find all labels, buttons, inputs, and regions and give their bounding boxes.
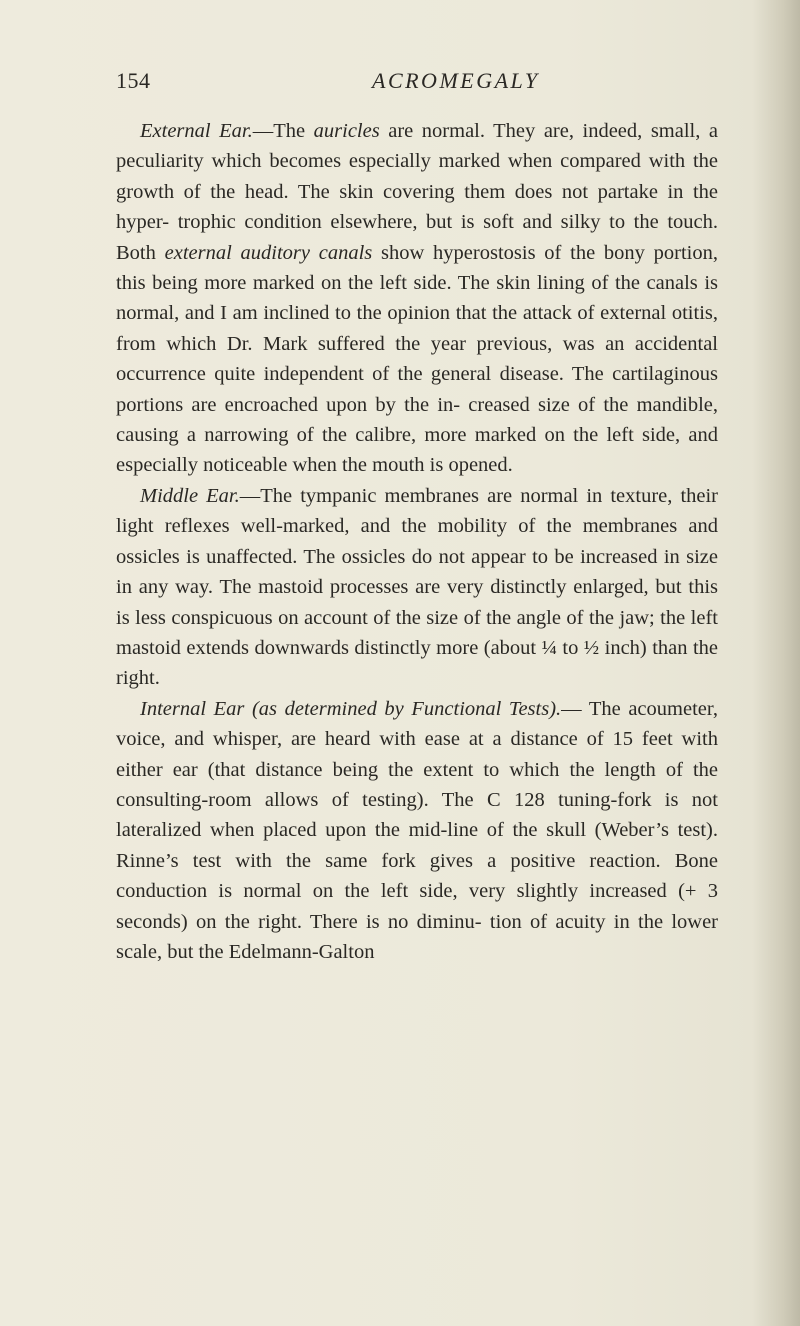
section-heading-middle-ear: Middle Ear. [140, 484, 240, 507]
text-span: —The [252, 120, 314, 142]
text-span: — The acoumeter, voice, and whisper, are heard with ease at a distance of 15 feet with either ear (that distance being the extent to which the length of the consulting-room allows of testing). The C 128 tuning-fork is not lateralized when placed upon the mid-line of the skull (Weber’s test). Rinne’s test with the same fork gives a positive reaction. Bone conduction is normal on the left side, very slightly increased (+ 3 seconds) on the right. There is no diminu- tion of acuity in the lower scale, but the Edelmann-Galton [116, 697, 719, 963]
paragraph-middle-ear [116, 481, 718, 694]
page-number: 154 [116, 68, 151, 93]
text-span: —The tympanic membranes are normal in texture, their light reflexes well-marked, and the mobility of the membranes and ossicles is unaffected. The ossicles do not appear to be increased in size in any way. The mastoid processes are very distinctly enlarged, but this is less conspicuous on account of the size of the angle of the jaw; the left mastoid extends downwards distinctly more (about ¼ to ½ inch) than the right. [116, 484, 719, 690]
paragraph-external-ear [116, 116, 718, 481]
text-span: are normal. They are, indeed, small, a peculiarity which becomes especially marked when compared with the growth of the head. The skin covering them does not partake in the hyper- trophic condition elsewhere, but is soft and silky to the touch. Both [116, 120, 718, 264]
section-heading-external-ear: External Ear. [140, 120, 253, 142]
section-heading-internal-ear: Internal Ear [140, 697, 245, 720]
body-text [116, 116, 718, 967]
paragraph-internal-ear [116, 694, 718, 968]
term-external-auditory-canals: external auditory canals [164, 241, 373, 264]
term-auricles: auricles [313, 120, 380, 142]
page-header [116, 68, 696, 98]
text-span: show hyperostosis of the bony portion, this being more marked on the left side. The skin lining of the canals is normal, and I am inclined to the opinion that the attack of external otitis, from which Dr. Mark suffered the year previous, was an accidental occurrence quite independent of the general disease. The cartilaginous portions are encroached upon by the in- creased size of the mandible, causing a narrowing of the calibre, more marked on the left side, and especially noticeable when the mouth is opened. [116, 241, 719, 477]
section-heading-internal-ear-qualifier: (as determined by Functional Tests). [244, 697, 562, 720]
running-head: ACROMEGALY [372, 68, 540, 93]
